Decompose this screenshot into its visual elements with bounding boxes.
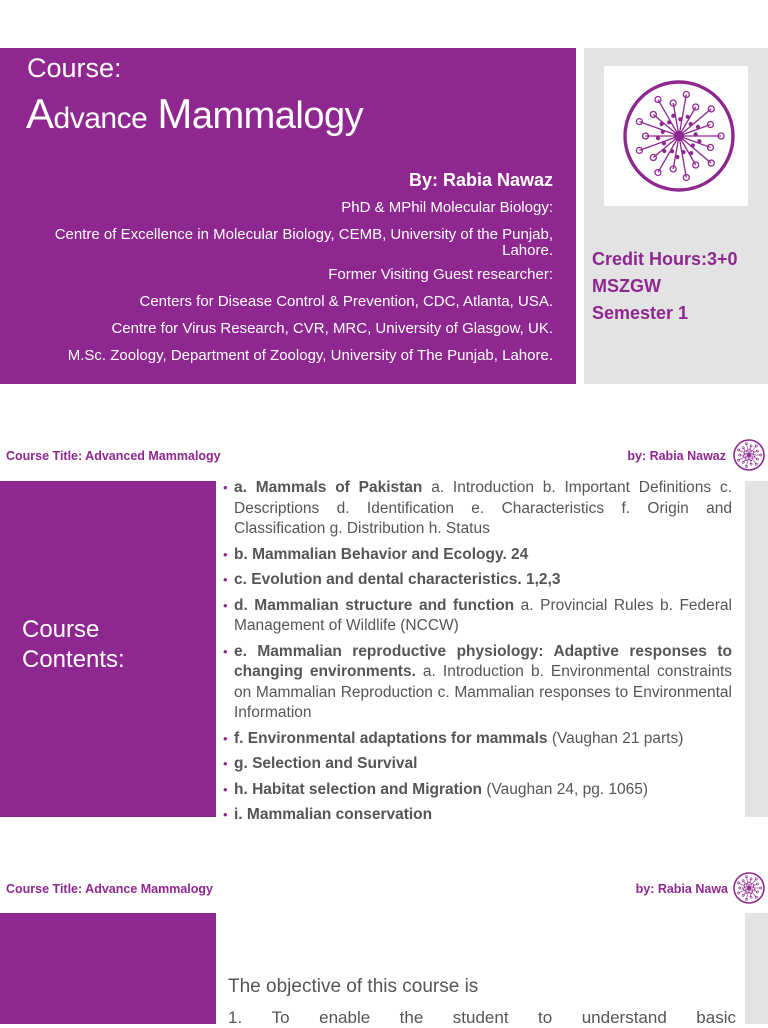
list-item: [222, 545, 732, 566]
item-heading: b. Mammalian Behavior and Ecology. 24: [234, 545, 529, 563]
title-rest-1: dvance: [53, 102, 148, 135]
slide-header-author: by: Rabia Nawaz: [627, 449, 726, 463]
program-code: MSZGW: [592, 276, 661, 296]
objective-word: the: [399, 1008, 424, 1027]
semester: Semester 1: [592, 303, 689, 323]
bullet-icon: •: [223, 480, 228, 495]
course-meta: [592, 246, 738, 327]
bullet-icon: •: [223, 756, 228, 771]
credential-line: PhD & MPhil Molecular Biology:: [341, 199, 553, 216]
bullet-icon: •: [223, 807, 228, 822]
item-heading: e. Mammalian reproductive physiology: Adaptive responses to changing environments.: [234, 642, 732, 680]
right-accent-bar: [745, 481, 768, 817]
author-credentials: [8, 200, 553, 375]
contents-heading-line: Course: [22, 616, 100, 643]
bullet-icon: •: [223, 781, 228, 797]
objective-side-panel: [0, 913, 216, 1024]
objective-word: understand: [581, 1008, 667, 1027]
credential-line: M.Sc. Zoology, Department of Zoology, University of The Punjab, Lahore.: [67, 347, 553, 364]
objective-item: [228, 1008, 736, 1028]
item-heading: g. Selection and Survival: [234, 755, 418, 772]
list-item: [222, 596, 732, 637]
slide-header-author: by: Rabia Nawa: [635, 882, 728, 896]
item-detail: a. Introduction b. Environmental constraints on Mammalian Reproduction c. Mammalian responses to Environmental Information: [234, 663, 732, 721]
dandelion-network-logo-icon: [731, 870, 767, 906]
right-accent-bar: [745, 913, 768, 1024]
logo-card: [604, 66, 748, 206]
bullet-icon: •: [223, 643, 228, 659]
bullet-icon: •: [223, 572, 228, 587]
item-detail: a. Provincial Rules b. Federal Management of Wildlife (NCCW): [234, 596, 733, 634]
slide-header-title: Course Title: Advanced Mammalogy: [6, 449, 221, 463]
item-heading: h. Habitat selection and Migration: [234, 780, 483, 798]
credential-line: Centers for Disease Control & Prevention, CDC, Atlanta, USA.: [139, 293, 553, 310]
dandelion-network-logo-icon: [604, 66, 748, 206]
course-label: Course:: [27, 53, 122, 83]
item-heading: d. Mammalian structure and function: [234, 596, 515, 614]
title-cap-1: A: [26, 90, 54, 137]
title-rest-2: ammalogy: [191, 95, 364, 137]
bullet-icon: •: [223, 546, 228, 562]
course-title: [26, 90, 363, 138]
credit-hours: Credit Hours:3+0: [592, 249, 738, 269]
item-heading: a. Mammals of Pakistan: [234, 479, 423, 496]
list-item: [222, 754, 732, 775]
objective-word: student: [452, 1008, 509, 1027]
item-heading: i. Mammalian conservation: [234, 806, 433, 823]
objective-word: enable: [319, 1008, 371, 1027]
list-item: [222, 642, 732, 724]
objective-word: to: [538, 1008, 553, 1027]
objective-word: To: [271, 1008, 290, 1027]
list-item: [222, 478, 732, 540]
credential-line: Former Visiting Guest researcher:: [328, 266, 553, 283]
credential-line-part: Lahore.: [502, 242, 553, 259]
list-item: [222, 805, 732, 826]
dandelion-network-logo-icon: [731, 437, 767, 473]
list-item: [222, 780, 732, 801]
slide-header-title: Course Title: Advance Mammalogy: [6, 882, 214, 896]
contents-heading: [22, 615, 125, 675]
credential-line: Centre for Virus Research, CVR, MRC, University of Glasgow, UK.: [111, 320, 553, 337]
credential-line: [8, 227, 553, 259]
item-heading: c. Evolution and dental characteristics. 1,2,3: [234, 571, 561, 588]
objective-heading: The objective of this course is: [228, 976, 479, 997]
item-detail: (Vaughan 24, pg. 1065): [482, 780, 649, 798]
objective-word: basic: [696, 1008, 736, 1027]
bullet-icon: •: [223, 730, 228, 746]
item-heading: f. Environmental adaptations for mammals: [234, 729, 548, 747]
list-item: [222, 729, 732, 750]
bullet-icon: •: [223, 597, 228, 613]
author-name: By: Rabia Nawaz: [408, 170, 553, 190]
list-item: [222, 570, 732, 591]
item-detail: (Vaughan 21 parts): [547, 729, 684, 747]
contents-heading-line: Contents:: [22, 646, 125, 673]
objective-word: 1.: [228, 1008, 243, 1027]
credential-line-part: Centre of Excellence in Molecular Biology, CEMB, University of the Punjab,: [54, 226, 553, 243]
course-contents-list: [222, 478, 732, 831]
item-detail: a. Introduction b. Important Definitions c. Descriptions d. Identification e. Characteristics f. Origin and Classification g. Distribution h. Status: [234, 479, 732, 537]
title-cap-2: M: [157, 90, 192, 137]
